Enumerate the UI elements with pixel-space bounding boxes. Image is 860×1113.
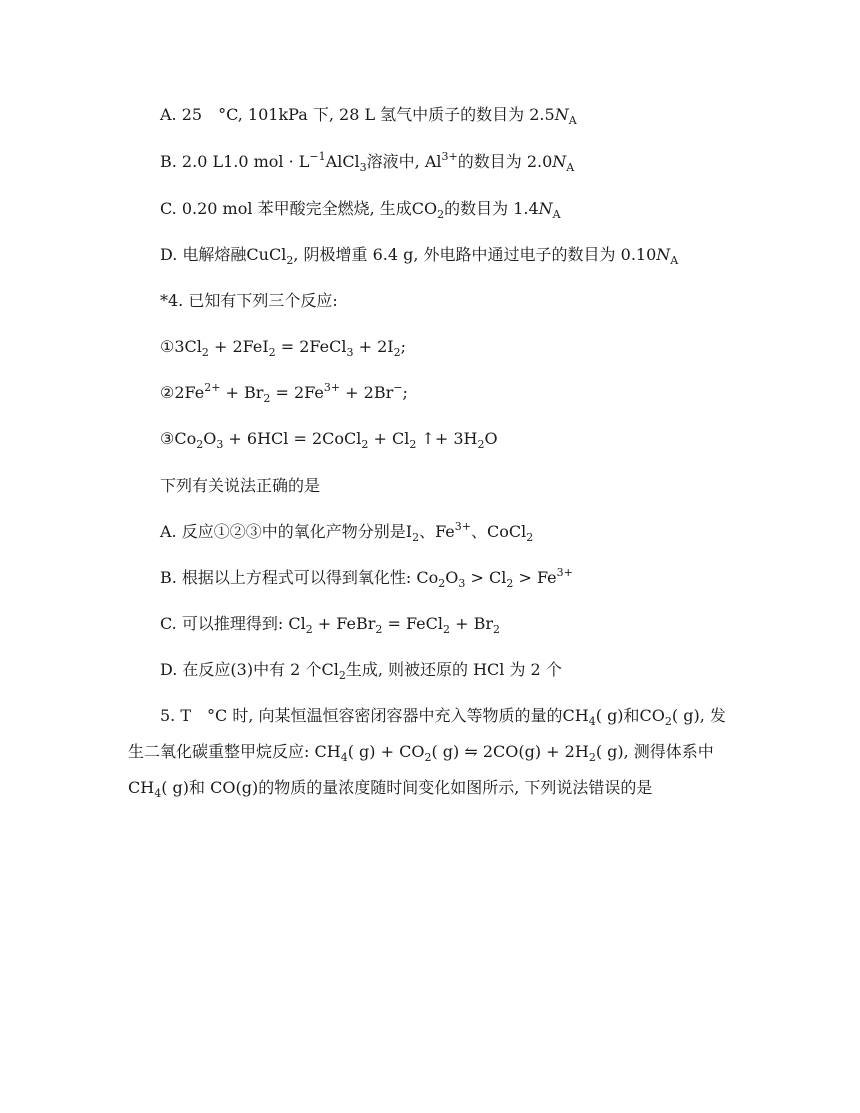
subscript: 2 [201, 346, 209, 359]
reaction-text: ↑+ 3H [416, 429, 478, 448]
option-3b-text: B. 2.0 L1.0 mol · L [160, 152, 310, 171]
reaction-text: + 2I [353, 337, 394, 356]
question-5-line-2 [128, 742, 714, 762]
superscript: 3+ [441, 150, 458, 163]
option-3c-text: C. 0.20 mol 苯甲酸完全燃烧, 生成CO [160, 199, 438, 218]
option-4a-text: A. 反应①②③中的氧化产物分别是I [160, 522, 413, 541]
option-3b-text: 的数目为 2.0 [457, 152, 553, 171]
subscript: 2 [526, 531, 534, 544]
reaction-text: + 6HCl = 2CoCl [223, 429, 362, 448]
question-4-prompt: 下列有关说法正确的是 [160, 476, 321, 495]
subscript: 3 [346, 346, 354, 359]
question-5-line-1 [160, 706, 726, 726]
option-4c-text: C. 可以推理得到: Cl [160, 614, 306, 633]
reaction-text: O [203, 429, 217, 448]
reaction-text: + 2FeI [208, 337, 269, 356]
subscript: 2 [493, 623, 500, 636]
reaction-text: ; [400, 337, 406, 356]
subscript: 2 [196, 438, 204, 451]
subscript: 2 [305, 623, 313, 636]
question-5-text: ( g), 测得体系中 [595, 742, 714, 761]
avogadro-symbol: N [554, 105, 569, 124]
question-5-text: CH [128, 778, 155, 797]
subscript: 2 [588, 751, 596, 764]
avogadro-symbol: N [538, 199, 553, 218]
option-4a-text: 、CoCl [470, 522, 527, 541]
subscript: 2 [375, 623, 383, 636]
subscript: 3 [458, 577, 466, 590]
subscript: 2 [437, 208, 445, 221]
subscript: 3 [216, 438, 224, 451]
question-5-line-3 [128, 778, 652, 798]
reaction-text: = 2FeCl [275, 337, 347, 356]
option-4c [160, 614, 500, 634]
option-4c-text: + FeBr [312, 614, 376, 633]
question-5-text: ( g), 发 [671, 706, 726, 725]
subscript: 2 [438, 577, 446, 590]
superscript: − [393, 381, 403, 394]
question-5-text: ( g) ⇋ 2CO(g) + 2H [431, 742, 589, 761]
reaction-text: + Br [220, 383, 264, 402]
option-4a-text: 、Fe [419, 522, 455, 541]
subscript: 4 [340, 751, 348, 764]
subscript: A [566, 161, 575, 174]
question-4-stem: *4. 已知有下列三个反应: [160, 291, 338, 310]
option-3b-text: 溶液中, Al [366, 152, 442, 171]
option-3a [160, 105, 577, 125]
reaction-1 [160, 337, 406, 357]
subscript: 2 [361, 438, 369, 451]
question-5-text: 生二氧化碳重整甲烷反应: CH [128, 742, 341, 761]
option-3d [160, 245, 678, 265]
avogadro-symbol: N [552, 152, 567, 171]
reaction-text: O [484, 429, 498, 448]
question-5-text: ( g)和CO [595, 706, 665, 725]
question-5-text: 5. T °C 时, 向某恒温恒容密闭容器中充入等物质的量的CH [160, 706, 589, 725]
subscript: 2 [477, 438, 485, 451]
reaction-text: = 2Fe [270, 383, 324, 402]
subscript: 2 [424, 751, 432, 764]
subscript: 2 [443, 623, 451, 636]
subscript: 4 [588, 715, 596, 728]
option-4d-text: D. 在反应(3)中有 2 个Cl [160, 660, 339, 679]
subscript: 2 [286, 254, 294, 267]
option-4d [160, 660, 562, 680]
superscript: 3+ [323, 381, 341, 394]
subscript: 2 [338, 669, 346, 682]
reaction-text: ; [402, 383, 408, 402]
reaction-text: + Cl [368, 429, 410, 448]
option-3c [160, 199, 561, 219]
subscript: 2 [506, 577, 514, 590]
subscript: A [568, 114, 577, 127]
option-4b-text: B. 根据以上方程式可以得到氧化性: Co [160, 568, 439, 587]
reaction-text: + 2Br [340, 383, 394, 402]
option-3b [160, 152, 574, 172]
option-4b-text: > Cl [465, 568, 507, 587]
reaction-3 [160, 429, 498, 449]
subscript: A [670, 254, 679, 267]
subscript: 2 [412, 531, 420, 544]
reaction-text: ③Co [160, 429, 197, 448]
subscript: 2 [393, 346, 401, 359]
question-5-text: ( g)和 CO(g)的物质的量浓度随时间变化如图所示, 下列说法错误的是 [161, 778, 653, 797]
option-3a-text: A. 25 °C, 101kPa 下, 28 L 氢气中质子的数目为 2.5 [160, 105, 555, 124]
subscript: A [552, 208, 561, 221]
subscript: 2 [268, 346, 276, 359]
superscript: 3+ [556, 566, 573, 579]
avogadro-symbol: N [656, 245, 671, 264]
option-3c-text: 的数目为 1.4 [444, 199, 539, 218]
superscript: 2+ [204, 381, 221, 394]
superscript: 3+ [454, 520, 471, 533]
option-3b-text: AlCl [325, 152, 360, 171]
option-4b [160, 568, 573, 588]
superscript: −1 [309, 150, 326, 163]
subscript: 2 [263, 392, 271, 405]
subscript: 2 [409, 438, 417, 451]
subscript: 2 [664, 715, 672, 728]
reaction-text: ①3Cl [160, 337, 202, 356]
option-4b-text: O [445, 568, 459, 587]
subscript: 3 [359, 161, 367, 174]
option-4a [160, 522, 533, 542]
option-4c-text: + Br [450, 614, 493, 633]
question-5-text: ( g) + CO [347, 742, 425, 761]
option-4d-text: 生成, 则被还原的 HCl 为 2 个 [345, 660, 562, 679]
reaction-text: ②2Fe [160, 383, 205, 402]
subscript: 4 [154, 787, 162, 800]
option-3d-text: D. 电解熔融CuCl [160, 245, 287, 264]
option-3d-text: , 阴极增重 6.4 g, 外电路中通过电子的数目为 0.10 [293, 245, 657, 264]
reaction-2 [160, 383, 408, 403]
option-4b-text: > Fe [513, 568, 557, 587]
option-4c-text: = FeCl [382, 614, 444, 633]
